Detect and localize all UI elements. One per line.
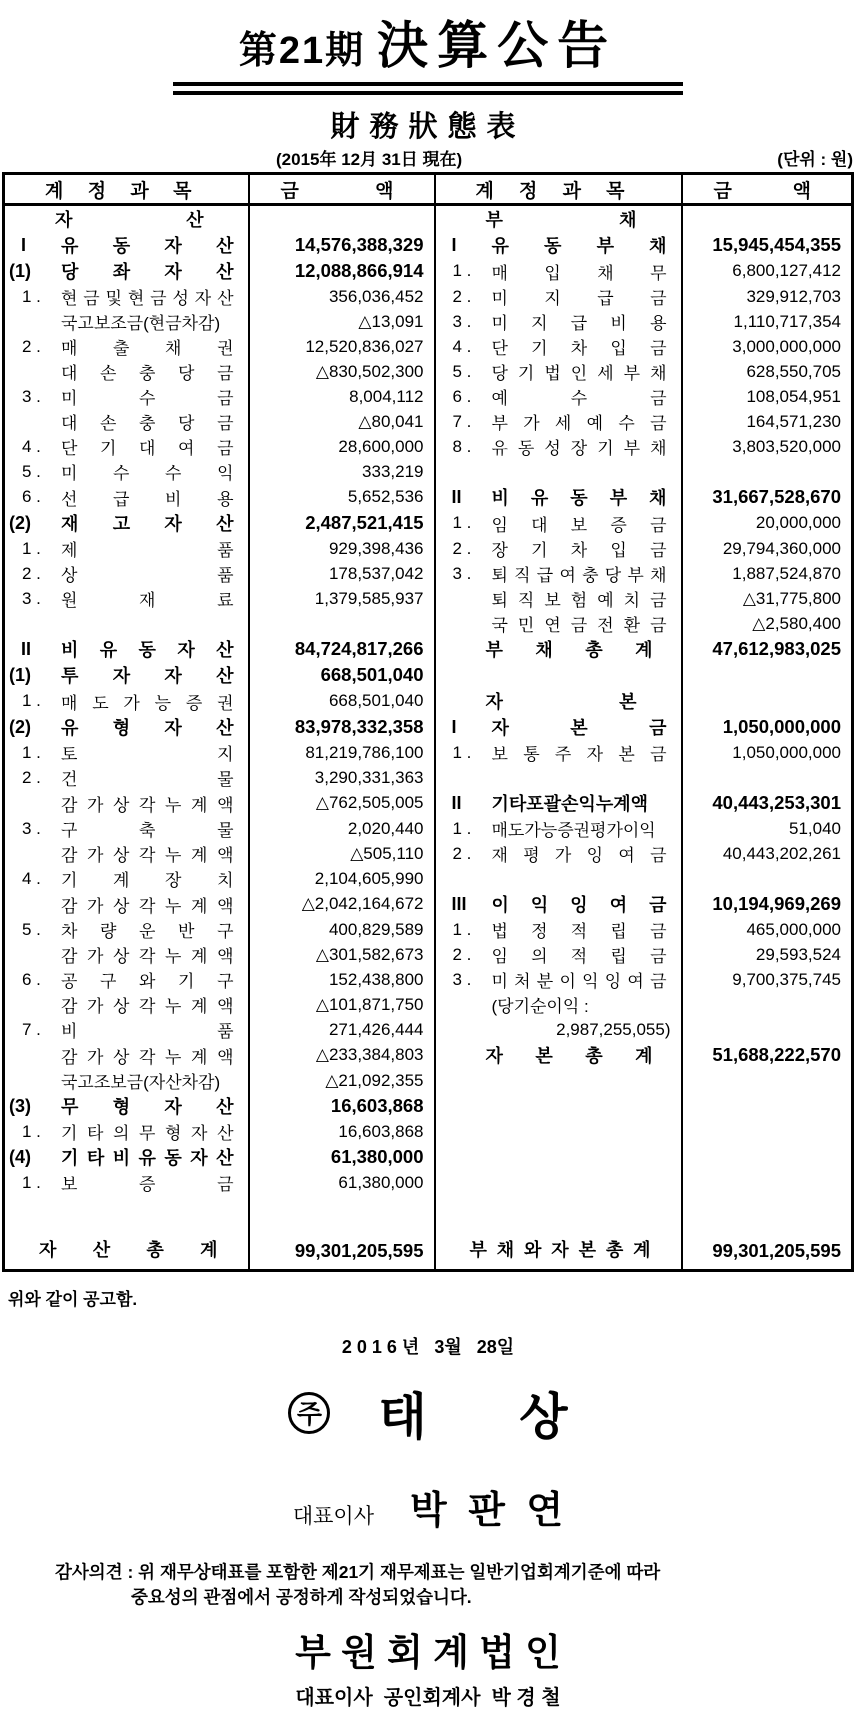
account-cell: 2 . 재 평 가 잉 여 금	[435, 841, 682, 866]
account-cell: 감 가 상 각 누 계 액	[61, 846, 234, 865]
amount-cell	[682, 992, 853, 1017]
unit-label: (단위 : 원)	[777, 150, 853, 169]
account-cell: 4 . 기 계 장 치	[22, 868, 234, 890]
amount-cell: 3,803,520,000	[682, 434, 853, 459]
account-cell	[435, 662, 682, 688]
amount-cell: 1,110,717,354	[682, 309, 853, 334]
amount-cell: △2,042,164,672	[249, 891, 435, 917]
amount-cell: 152,438,800	[249, 967, 435, 992]
account-cell: 1 . 보 증 금	[22, 1172, 234, 1194]
account-cell: 3 . 미 지 급 비 용	[435, 309, 682, 334]
amount-cell: △101,871,750	[249, 992, 435, 1017]
account-cell: (1) 당 좌 자 산	[9, 260, 234, 282]
table-row	[4, 510, 853, 536]
account-cell: 1 . 매 입 채 무	[435, 258, 682, 284]
table-row	[4, 917, 853, 942]
amount-cell	[682, 688, 853, 714]
account-cell: 5 . 차 량 운 반 구	[22, 919, 234, 941]
amount-cell: △13,091	[249, 309, 435, 334]
account-cell: II 비 유 동 자 산	[21, 638, 234, 660]
amount-cell: 1,050,000,000	[682, 714, 853, 740]
account-cell: 1 . 기 타 의 무 형 자 산	[22, 1121, 234, 1143]
amount-cell	[682, 662, 853, 688]
table-header	[4, 174, 853, 205]
amount-cell: 3,290,331,363	[249, 765, 435, 790]
table-row	[4, 790, 853, 816]
statement-title: 財務狀態表	[330, 111, 526, 143]
account-cell: I 유 동 자 산	[21, 234, 234, 256]
amount-cell	[682, 866, 853, 891]
ceo-title-label: 대표이사	[292, 1503, 375, 1528]
header-amount-right: 금 액	[682, 174, 853, 205]
header-amount-left: 금 액	[249, 174, 435, 205]
amount-cell: 28,600,000	[249, 434, 435, 459]
amount-cell: 329,912,703	[682, 284, 853, 309]
balance-sheet-table	[2, 172, 854, 1272]
document-title	[0, 4, 856, 78]
account-cell: 5 . 미 수 수 익	[22, 461, 234, 483]
account-cell: 부 채 와 자 본 총 계	[435, 1222, 682, 1270]
audit-firm-name: 부 원 회 계 법 인	[295, 1631, 561, 1673]
account-cell: 부 채	[435, 205, 682, 233]
account-cell: 자 본	[435, 688, 682, 714]
account-cell: 2 . 장 기 차 입 금	[435, 536, 682, 561]
amount-cell: 178,537,042	[249, 561, 435, 586]
table-row	[4, 1119, 853, 1144]
account-cell	[435, 1195, 682, 1222]
audit-firm-ceo: 대표이사 공인회계사 박 경 철	[295, 1686, 561, 1709]
header-account-right: 계 정 과 목	[435, 174, 682, 205]
table-row	[4, 740, 853, 765]
amount-cell: 164,571,230	[682, 409, 853, 434]
account-cell: 국 민 연 금 전 환 금	[435, 611, 682, 636]
corporation-mark-icon: 주	[288, 1392, 330, 1434]
account-cell: 8 . 유 동 성 장 기 부 채	[435, 434, 682, 459]
account-cell: 6 . 예 수 금	[435, 384, 682, 409]
table-row	[4, 714, 853, 740]
account-cell: 1 . 토 지	[22, 742, 234, 764]
table-row	[4, 258, 853, 284]
amount-cell: 12,088,866,914	[249, 258, 435, 284]
account-cell	[435, 1119, 682, 1144]
meta-line	[0, 145, 856, 172]
table-row	[4, 942, 853, 967]
company-name: 태 상	[378, 1388, 568, 1445]
account-cell: I 자 본 금	[435, 714, 682, 740]
amount-cell: 12,520,836,027	[249, 334, 435, 359]
amount-cell: △505,110	[249, 841, 435, 866]
amount-cell	[682, 1068, 853, 1093]
amount-cell: 2,487,521,415	[249, 510, 435, 536]
as-of-date: (2015年 12月 31日 現在)	[276, 150, 463, 169]
account-cell: 5 . 당 기 법 인 세 부 채	[435, 359, 682, 384]
amount-cell: 1,887,524,870	[682, 561, 853, 586]
account-cell: (2) 유 형 자 산	[9, 716, 234, 738]
amount-cell: 10,194,969,269	[682, 891, 853, 917]
amount-cell: 99,301,205,595	[249, 1222, 435, 1270]
amount-cell: 16,603,868	[249, 1093, 435, 1119]
account-cell	[4, 1195, 249, 1222]
amount-cell: 14,576,388,329	[249, 232, 435, 258]
account-cell: 3 . 구 축 물	[22, 818, 234, 840]
account-cell: 1 . 현 금 및 현 금 성 자 산	[22, 286, 234, 308]
table-row	[4, 536, 853, 561]
table-row	[4, 1017, 853, 1042]
amount-cell: △301,582,673	[249, 942, 435, 967]
document-page	[0, 4, 856, 1709]
amount-cell: △21,092,355	[249, 1068, 435, 1093]
table-row	[4, 636, 853, 662]
table-row	[4, 232, 853, 258]
table-row	[4, 334, 853, 359]
amount-cell: △830,502,300	[249, 359, 435, 384]
account-cell: (2) 재 고 자 산	[9, 512, 234, 534]
amount-cell: 15,945,454,355	[682, 232, 853, 258]
amount-cell: 29,794,360,000	[682, 536, 853, 561]
amount-cell	[682, 1017, 853, 1042]
table-row	[4, 866, 853, 891]
table-row	[4, 434, 853, 459]
account-cell: 7 . 부 가 세 예 수 금	[435, 409, 682, 434]
table-row	[4, 992, 853, 1017]
spacer-row	[4, 1195, 853, 1222]
amount-cell: △233,384,803	[249, 1042, 435, 1068]
amount-cell: 628,550,705	[682, 359, 853, 384]
table-body	[4, 205, 853, 1271]
table-row	[4, 611, 853, 636]
account-cell: III 이 익 잉 여 금	[435, 891, 682, 917]
account-cell: 자 본 총 계	[435, 1042, 682, 1068]
notice-text: 위와 같이 공고함.	[8, 1289, 138, 1309]
amount-cell: 61,380,000	[249, 1144, 435, 1170]
amount-cell	[682, 1195, 853, 1222]
account-cell: 부 채 총 계	[435, 636, 682, 662]
amount-cell: 9,700,375,745	[682, 967, 853, 992]
amount-cell: 2,020,440	[249, 816, 435, 841]
account-cell: 1 . 법 정 적 립 금	[435, 917, 682, 942]
amount-cell	[682, 1170, 853, 1195]
table-row	[4, 586, 853, 611]
table-row	[4, 891, 853, 917]
header-account-left: 계 정 과 목	[4, 174, 249, 205]
account-cell	[435, 765, 682, 790]
account-cell	[435, 1144, 682, 1170]
amount-cell: 333,219	[249, 459, 435, 484]
account-cell: 2 . 상 품	[22, 563, 234, 585]
account-cell	[435, 866, 682, 891]
amount-cell: 6,800,127,412	[682, 258, 853, 284]
table-row	[4, 1144, 853, 1170]
amount-cell: 400,829,589	[249, 917, 435, 942]
amount-cell: 271,426,444	[249, 1017, 435, 1042]
account-cell: 1 . 매도가능증권평가이익	[435, 816, 682, 841]
account-cell: 2 . 매 출 채 권	[22, 336, 234, 358]
account-cell: 3 . 원 재 료	[22, 588, 234, 610]
account-cell: 감 가 상 각 누 계 액	[61, 1047, 234, 1067]
ceo-line	[0, 1479, 856, 1534]
table-row	[4, 765, 853, 790]
table-row	[4, 284, 853, 309]
amount-cell	[682, 765, 853, 790]
title-main: 決算公告	[377, 17, 618, 74]
amount-cell: 61,380,000	[249, 1170, 435, 1195]
amount-cell: △80,041	[249, 409, 435, 434]
account-cell: 감 가 상 각 누 계 액	[61, 947, 234, 966]
table-row	[4, 1093, 853, 1119]
account-cell: 대 손 충 당 금	[61, 364, 234, 383]
account-cell: 자 산 총 계	[39, 1239, 218, 1260]
amount-cell: 51,688,222,570	[682, 1042, 853, 1068]
amount-cell: 3,000,000,000	[682, 334, 853, 359]
audit-opinion-line2: 중요성의 관점에서 공정하게 작성되었습니다.	[131, 1586, 472, 1607]
amount-cell: △2,580,400	[682, 611, 853, 636]
table-row	[4, 662, 853, 688]
table-row	[4, 967, 853, 992]
table-row	[4, 205, 853, 233]
amount-cell: 20,000,000	[682, 510, 853, 536]
account-cell: 2 . 건 물	[22, 767, 234, 789]
amount-cell: 16,603,868	[249, 1119, 435, 1144]
account-cell: 3 . 퇴 직 급 여 충 당 부 채	[435, 561, 682, 586]
table-row	[4, 1042, 853, 1068]
amount-cell: 929,398,436	[249, 536, 435, 561]
account-cell: 4 . 단 기 차 입 금	[435, 334, 682, 359]
account-cell: (당기순이익 :	[435, 992, 682, 1017]
account-cell: 2,987,255,055)	[435, 1017, 682, 1042]
account-cell: 6 . 선 급 비 용	[22, 487, 234, 509]
grand-total-row	[4, 1222, 853, 1270]
amount-cell: 465,000,000	[682, 917, 853, 942]
account-cell: 3 . 미 처 분 이 익 잉 여 금	[435, 967, 682, 992]
amount-cell: △31,775,800	[682, 586, 853, 611]
amount-cell: 81,219,786,100	[249, 740, 435, 765]
audit-opinion-line1: 감사의견 : 위 재무상태표를 포함한 제21기 재무제표는 일반기업회계기준에 따라	[55, 1561, 661, 1582]
title-divider	[173, 82, 683, 95]
amount-cell: 40,443,202,261	[682, 841, 853, 866]
amount-cell	[682, 1119, 853, 1144]
amount-cell	[682, 205, 853, 233]
amount-cell	[682, 1144, 853, 1170]
account-cell: 6 . 공 구 와 기 구	[22, 969, 234, 991]
audit-opinion	[55, 1560, 856, 1610]
amount-cell: △762,505,005	[249, 790, 435, 816]
amount-cell: 2,104,605,990	[249, 866, 435, 891]
account-cell: 1 . 보 통 주 자 본 금	[435, 740, 682, 765]
account-cell: II 기타포괄손익누계액	[435, 790, 682, 816]
account-cell: 퇴 직 보 험 예 치 금	[435, 586, 682, 611]
account-cell: 2 . 미 지 급 금	[435, 284, 682, 309]
account-cell: 감 가 상 각 누 계 액	[61, 795, 234, 815]
amount-cell: 8,004,112	[249, 384, 435, 409]
account-cell: 감 가 상 각 누 계 액	[61, 997, 234, 1016]
ceo-name: 박 판 연	[410, 1489, 564, 1532]
amount-cell: 356,036,452	[249, 284, 435, 309]
title-period: 第21期	[238, 30, 366, 72]
amount-cell: 51,040	[682, 816, 853, 841]
amount-cell: 40,443,253,301	[682, 790, 853, 816]
account-cell: 3 . 미 수 금	[22, 386, 234, 408]
amount-cell: 83,978,332,358	[249, 714, 435, 740]
header-row	[4, 174, 853, 205]
account-cell	[435, 1068, 682, 1093]
account-cell: (3) 무 형 자 산	[9, 1095, 234, 1117]
amount-cell: 84,724,817,266	[249, 636, 435, 662]
table-row	[4, 309, 853, 334]
account-cell: 감 가 상 각 누 계 액	[61, 896, 234, 916]
table-row	[4, 816, 853, 841]
account-cell: 7 . 비 품	[22, 1019, 234, 1041]
account-cell	[4, 611, 249, 636]
table-row	[4, 384, 853, 409]
account-cell: 대 손 충 당 금	[61, 414, 234, 433]
account-cell: 2 . 임 의 적 립 금	[435, 942, 682, 967]
amount-cell	[249, 205, 435, 233]
table-row	[4, 841, 853, 866]
amount-cell: 31,667,528,670	[682, 484, 853, 510]
account-cell: (4) 기 타 비 유 동 자 산	[9, 1146, 234, 1168]
account-cell	[435, 1170, 682, 1195]
amount-cell: 668,501,040	[249, 688, 435, 714]
announcement-date: 2 0 1 6 년 3월 28일	[341, 1336, 515, 1357]
account-cell: 1 . 매 도 가 능 증 권	[22, 691, 234, 713]
account-cell: 자 산	[55, 210, 204, 230]
account-cell: (1) 투 자 자 산	[9, 664, 234, 686]
company-name-line	[0, 1383, 856, 1443]
table-row	[4, 359, 853, 384]
amount-cell: 47,612,983,025	[682, 636, 853, 662]
amount-cell: 1,379,585,937	[249, 586, 435, 611]
amount-cell	[682, 459, 853, 484]
table-row	[4, 1170, 853, 1195]
account-cell: 1 . 제 품	[22, 538, 234, 560]
amount-cell	[249, 1195, 435, 1222]
account-cell: 4 . 단 기 대 여 금	[22, 436, 234, 458]
account-cell	[435, 1093, 682, 1119]
amount-cell: 668,501,040	[249, 662, 435, 688]
account-cell: 국고보조금(현금차감)	[61, 314, 221, 333]
amount-cell	[249, 611, 435, 636]
account-cell: 1 . 임 대 보 증 금	[435, 510, 682, 536]
table-row	[4, 1068, 853, 1093]
amount-cell: 99,301,205,595	[682, 1222, 853, 1270]
account-cell: I 유 동 부 채	[435, 232, 682, 258]
table-row	[4, 688, 853, 714]
table-row	[4, 561, 853, 586]
account-cell	[435, 459, 682, 484]
table-row	[4, 459, 853, 484]
amount-cell: 5,652,536	[249, 484, 435, 510]
account-cell: 국고조보금(자산차감)	[61, 1073, 221, 1092]
amount-cell: 1,050,000,000	[682, 740, 853, 765]
table-row	[4, 484, 853, 510]
amount-cell: 108,054,951	[682, 384, 853, 409]
table-row	[4, 409, 853, 434]
amount-cell: 29,593,524	[682, 942, 853, 967]
account-cell: II 비 유 동 부 채	[435, 484, 682, 510]
amount-cell	[682, 1093, 853, 1119]
